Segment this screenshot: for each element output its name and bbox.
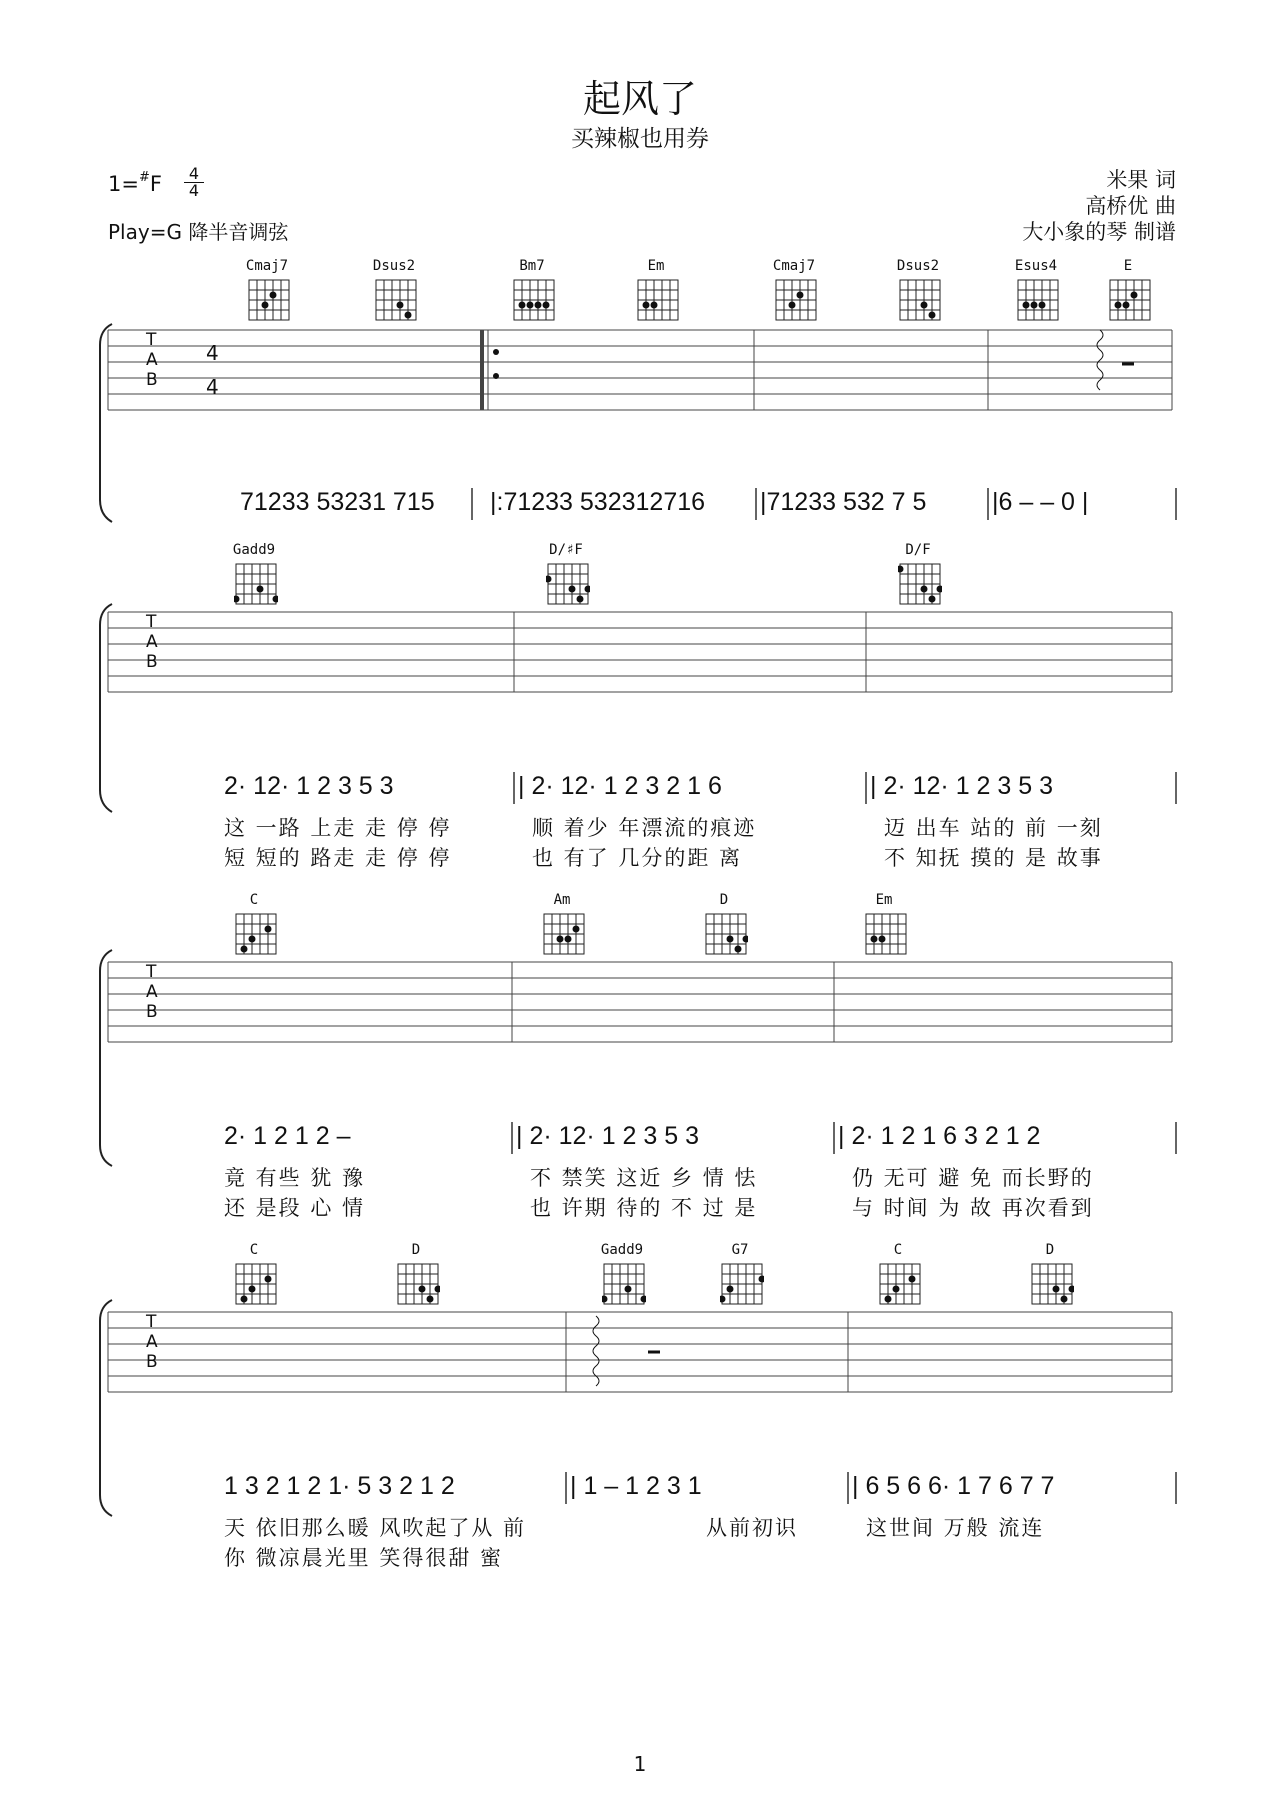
- lyrics-verse1: 迈 出车 站的 前 一刻: [884, 816, 1103, 840]
- jianpu-measure: |:71233 532312716: [490, 488, 706, 516]
- lyrics-verse2: 短 短的 路走 走 停 停: [224, 846, 452, 870]
- lyrics-verse2: 也 有了 几分的距 离: [532, 846, 743, 870]
- lyrics-verse1: 不 禁笑 这近 乡 情 怯: [530, 1166, 758, 1190]
- tuning-note: Play=G 降半音调弦: [108, 220, 289, 244]
- page-number: 1: [633, 1752, 647, 1776]
- jianpu-measure: |6 – – 0 |: [992, 488, 1089, 516]
- tab-time-signature: 4 4: [206, 341, 219, 399]
- lyricist-credit: 米果 词: [1106, 168, 1176, 192]
- jianpu-measure: 1 3 2 1 2 1· 5 3 2 1 2: [224, 1472, 455, 1500]
- lyrics-verse2: 与 时间 为 故 再次看到: [852, 1196, 1094, 1220]
- lyrics-verse2: 也 许期 待的 不 过 是: [530, 1196, 758, 1220]
- lyrics-verse2: 不 知抚 摸的 是 故事: [884, 846, 1103, 870]
- lyrics-verse1: 顺 着少 年漂流的痕迹: [532, 816, 757, 840]
- jianpu-measure: 71233 53231 715: [240, 488, 435, 516]
- jianpu-measure: | 2· 12· 1 2 3 2 1 6: [518, 772, 722, 800]
- arranger-credit: 大小象的琴 制谱: [1022, 220, 1176, 244]
- tab-clef: T A B: [146, 330, 158, 390]
- jianpu-measure: | 2· 12· 1 2 3 5 3: [516, 1122, 699, 1150]
- tab-clef: T A B: [146, 612, 158, 672]
- jianpu-measure: | 2· 1 2 1 6 3 2 1 2: [838, 1122, 1041, 1150]
- lyrics-verse2: 你 微凉晨光里 笑得很甜 蜜: [224, 1546, 504, 1570]
- song-subtitle: 买辣椒也用券: [571, 126, 709, 152]
- time-signature: 4 4: [184, 166, 204, 199]
- lyrics-verse1: 竟 有些 犹 豫: [224, 1166, 366, 1190]
- jianpu-measure: 2· 1 2 1 2 –: [224, 1122, 351, 1150]
- lyrics-verse1: 从前初识: [706, 1516, 798, 1540]
- tab-clef: T A B: [146, 962, 158, 1022]
- tab-clef: T A B: [146, 1312, 158, 1372]
- jianpu-measure: | 1 – 1 2 3 1: [570, 1472, 702, 1500]
- lyrics-verse1: 这世间 万般 流连: [866, 1516, 1045, 1540]
- lyrics-verse2: 还 是段 心 情: [224, 1196, 366, 1220]
- jianpu-measure: |71233 532 7 5: [760, 488, 927, 516]
- jianpu-measure: | 6 5 6 6· 1 7 6 7 7: [852, 1472, 1055, 1500]
- jianpu-measure: 2· 12· 1 2 3 5 3: [224, 772, 394, 800]
- lyrics-verse1: 这 一路 上走 走 停 停: [224, 816, 452, 840]
- jianpu-measure: | 2· 12· 1 2 3 5 3: [870, 772, 1053, 800]
- key-signature: 1=#F: [108, 170, 162, 196]
- song-title: 起风了: [582, 77, 697, 121]
- lyrics-verse1: 仍 无可 避 免 而长野的: [852, 1166, 1094, 1190]
- lyrics-verse1: 天 依旧那么暖 风吹起了从 前: [224, 1516, 527, 1540]
- composer-credit: 高桥优 曲: [1085, 194, 1176, 218]
